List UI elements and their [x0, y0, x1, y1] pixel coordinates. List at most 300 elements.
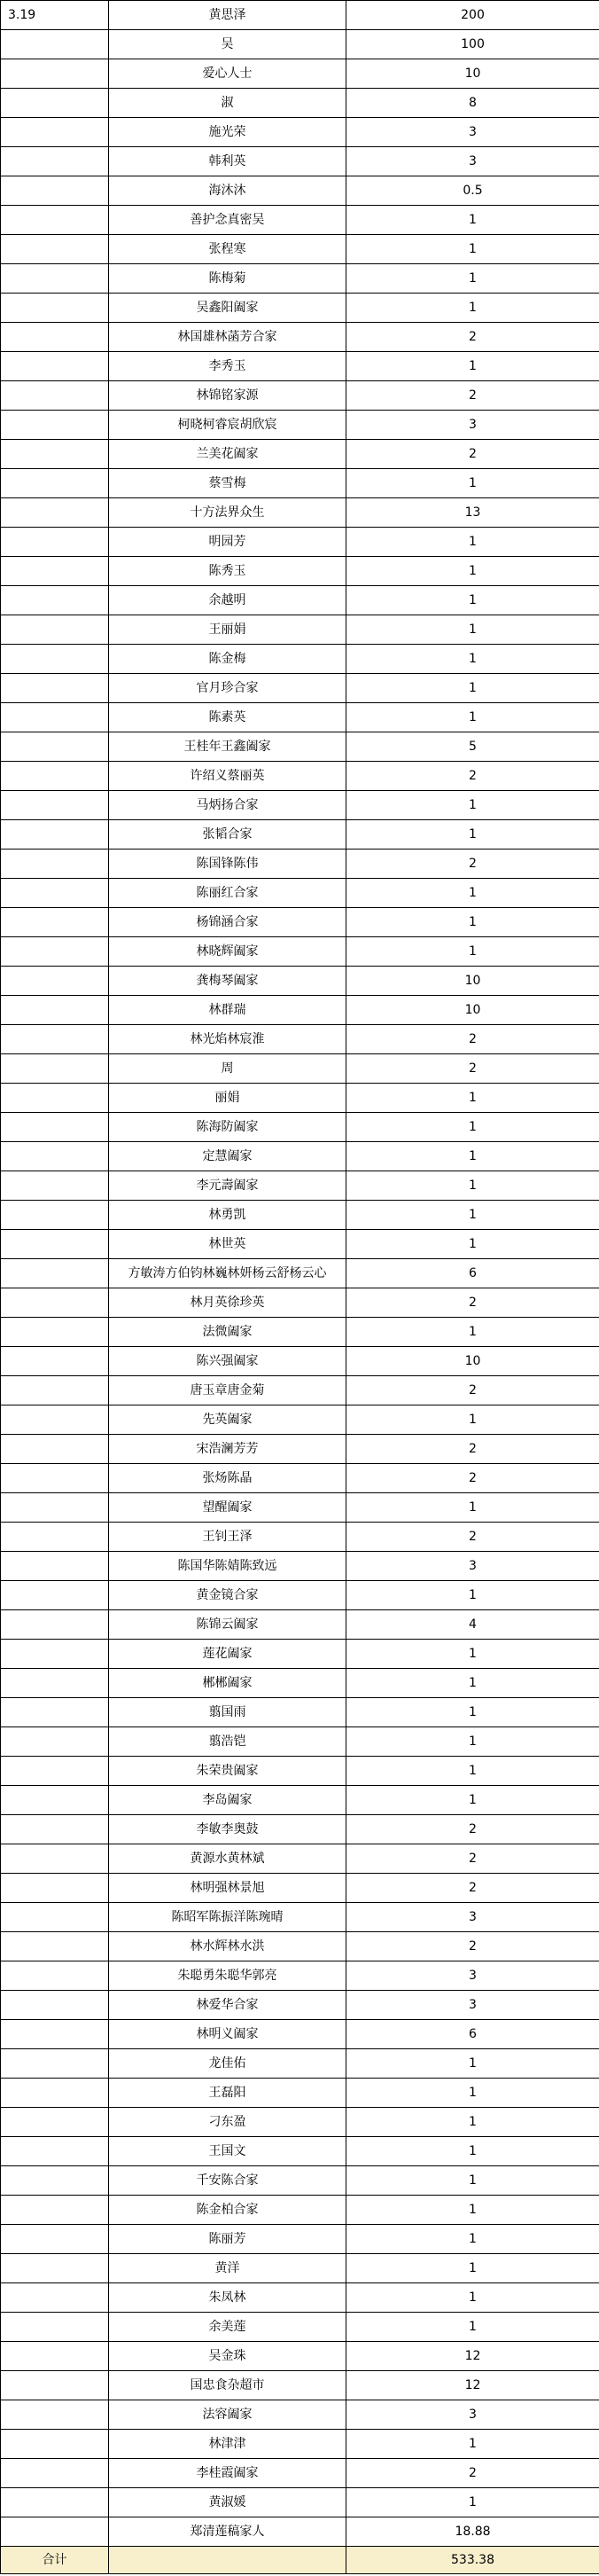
table-row	[1, 1347, 599, 1376]
donor-name-cell: 黄思泽	[109, 1, 346, 30]
date-cell	[1, 1025, 109, 1054]
date-cell	[1, 908, 109, 937]
amount-cell: 1	[346, 2196, 599, 2225]
donor-name-cell: 吴鑫阳阖家	[109, 294, 346, 323]
amount-cell: 2	[346, 850, 599, 879]
table-row	[1, 1259, 599, 1288]
amount-cell: 0.5	[346, 176, 599, 206]
donor-name-cell: 先英阖家	[109, 1405, 346, 1435]
amount-cell: 10	[346, 1347, 599, 1376]
table-row	[1, 2283, 599, 2313]
donor-name-cell: 郴郴阖家	[109, 1669, 346, 1698]
donor-name-cell: 望醒阖家	[109, 1493, 346, 1523]
date-cell	[1, 1318, 109, 1347]
table-row	[1, 703, 599, 732]
table-row	[1, 2079, 599, 2108]
donor-name-cell: 善护念真密吴	[109, 206, 346, 235]
donor-name-cell: 李岛阖家	[109, 1786, 346, 1815]
amount-cell: 1	[346, 2488, 599, 2517]
donor-name-cell: 张程寒	[109, 235, 346, 264]
table-row	[1, 996, 599, 1025]
date-cell	[1, 2166, 109, 2196]
date-cell	[1, 2137, 109, 2166]
date-cell	[1, 1786, 109, 1815]
date-cell	[1, 1903, 109, 1932]
donor-name-cell: 李桂霞阖家	[109, 2459, 346, 2488]
table-row	[1, 30, 599, 59]
donor-name-cell: 王钊王泽	[109, 1523, 346, 1552]
date-cell	[1, 2254, 109, 2283]
table-row	[1, 2488, 599, 2517]
date-cell	[1, 1932, 109, 1961]
donor-name-cell: 淑	[109, 89, 346, 118]
date-cell	[1, 1084, 109, 1113]
date-cell	[1, 1815, 109, 1844]
table-row	[1, 264, 599, 294]
amount-cell: 1	[346, 1493, 599, 1523]
amount-cell: 12	[346, 2342, 599, 2371]
date-cell	[1, 1874, 109, 1903]
table-row	[1, 2313, 599, 2342]
table-row	[1, 1757, 599, 1786]
date-cell	[1, 2430, 109, 2459]
table-row	[1, 89, 599, 118]
table-row	[1, 1786, 599, 1815]
date-cell	[1, 1464, 109, 1493]
amount-cell: 1	[346, 2079, 599, 2108]
amount-cell: 1	[346, 206, 599, 235]
donor-name-cell: 海沐沐	[109, 176, 346, 206]
amount-cell: 1	[346, 2137, 599, 2166]
table-row	[1, 2517, 599, 2547]
donor-name-cell: 王桂年王鑫阖家	[109, 732, 346, 762]
amount-cell: 1	[346, 1318, 599, 1347]
date-cell	[1, 1757, 109, 1786]
date-cell	[1, 1288, 109, 1318]
donor-name-cell: 林晓辉阖家	[109, 937, 346, 967]
donor-name-cell: 张韬合家	[109, 820, 346, 850]
amount-cell: 2	[346, 1523, 599, 1552]
table-row	[1, 820, 599, 850]
amount-cell: 18.88	[346, 2517, 599, 2547]
amount-cell: 2	[346, 323, 599, 352]
date-cell	[1, 1669, 109, 1698]
date-cell	[1, 2283, 109, 2313]
date-cell	[1, 2079, 109, 2108]
amount-cell: 1	[346, 908, 599, 937]
date-cell	[1, 1435, 109, 1464]
table-row	[1, 2342, 599, 2371]
amount-cell: 1	[346, 264, 599, 294]
table-row	[1, 235, 599, 264]
table-row	[1, 2020, 599, 2049]
date-cell	[1, 1610, 109, 1640]
date-cell	[1, 1171, 109, 1201]
amount-cell: 1	[346, 2430, 599, 2459]
amount-cell: 1	[346, 1084, 599, 1113]
amount-cell: 1	[346, 1698, 599, 1727]
amount-cell: 1	[346, 703, 599, 732]
donor-name-cell: 林明义阖家	[109, 2020, 346, 2049]
table-row	[1, 498, 599, 528]
date-cell: 3.19	[1, 1, 109, 30]
amount-cell: 1	[346, 2108, 599, 2137]
amount-cell: 2	[346, 381, 599, 411]
amount-cell: 1	[346, 586, 599, 615]
table-row	[1, 147, 599, 176]
table-row	[1, 967, 599, 996]
date-cell	[1, 1727, 109, 1757]
table-row	[1, 323, 599, 352]
donor-name-cell: 陈金柏合家	[109, 2196, 346, 2225]
date-cell	[1, 674, 109, 703]
amount-cell: 1	[346, 2049, 599, 2079]
donor-name-cell: 陈海防阖家	[109, 1113, 346, 1142]
amount-cell: 1	[346, 1113, 599, 1142]
date-cell	[1, 732, 109, 762]
date-cell	[1, 323, 109, 352]
donor-name-cell: 国忠食杂超市	[109, 2371, 346, 2400]
date-cell	[1, 937, 109, 967]
donor-name-cell: 朱荣贵阖家	[109, 1757, 346, 1786]
donor-name-cell: 蔡雪梅	[109, 469, 346, 498]
date-cell	[1, 762, 109, 791]
date-cell	[1, 235, 109, 264]
date-cell	[1, 1054, 109, 1084]
amount-cell: 1	[346, 1230, 599, 1259]
date-cell	[1, 411, 109, 440]
amount-cell: 1	[346, 1727, 599, 1757]
donor-name-cell: 龙佳佑	[109, 2049, 346, 2079]
table-row	[1, 1523, 599, 1552]
donor-name-cell: 爱心人士	[109, 59, 346, 89]
donor-name-cell: 李元壽阖家	[109, 1171, 346, 1201]
donor-name-cell: 王丽娟	[109, 615, 346, 645]
amount-cell: 1	[346, 1405, 599, 1435]
amount-cell: 1	[346, 937, 599, 967]
table-row	[1, 528, 599, 557]
date-cell	[1, 2371, 109, 2400]
table-row	[1, 381, 599, 411]
date-cell	[1, 2400, 109, 2430]
donor-name-cell: 陈兴强阖家	[109, 1347, 346, 1376]
amount-cell: 6	[346, 2020, 599, 2049]
donor-name-cell: 林勇凯	[109, 1201, 346, 1230]
table-row	[1, 674, 599, 703]
amount-cell: 2	[346, 1932, 599, 1961]
amount-cell: 1	[346, 615, 599, 645]
amount-cell: 1	[346, 294, 599, 323]
donor-name-cell: 陈梅菊	[109, 264, 346, 294]
date-cell	[1, 2108, 109, 2137]
donor-name-cell: 许绍义蔡丽英	[109, 762, 346, 791]
table-row	[1, 1640, 599, 1669]
table-row	[1, 1727, 599, 1757]
amount-cell: 2	[346, 2459, 599, 2488]
amount-cell: 3	[346, 147, 599, 176]
amount-cell: 3	[346, 2400, 599, 2430]
table-row	[1, 2459, 599, 2488]
amount-cell: 1	[346, 557, 599, 586]
donor-name-cell: 余美莲	[109, 2313, 346, 2342]
donor-name-cell: 龚梅琴阖家	[109, 967, 346, 996]
donor-name-cell: 林月英徐珍英	[109, 1288, 346, 1318]
date-cell	[1, 30, 109, 59]
amount-cell: 1	[346, 1757, 599, 1786]
date-cell	[1, 1961, 109, 1991]
amount-cell: 2	[346, 1844, 599, 1874]
table-row	[1, 1288, 599, 1318]
date-cell	[1, 1142, 109, 1171]
table-row	[1, 469, 599, 498]
amount-cell: 2	[346, 1435, 599, 1464]
date-cell	[1, 2313, 109, 2342]
donor-name-cell: 陈秀玉	[109, 557, 346, 586]
donor-name-cell: 杨锦涵合家	[109, 908, 346, 937]
date-cell	[1, 118, 109, 147]
date-cell	[1, 59, 109, 89]
table-row	[1, 2108, 599, 2137]
donor-name-cell: 刁东盈	[109, 2108, 346, 2137]
table-row	[1, 1, 599, 30]
donor-name-cell: 黄源水黄林斌	[109, 1844, 346, 1874]
amount-cell: 2	[346, 762, 599, 791]
donor-name-cell: 黄金镜合家	[109, 1581, 346, 1610]
table-row	[1, 2196, 599, 2225]
table-row	[1, 908, 599, 937]
amount-cell: 1	[346, 1171, 599, 1201]
donor-name-cell: 李敏李奥鼓	[109, 1815, 346, 1844]
date-cell	[1, 2342, 109, 2371]
date-cell	[1, 1230, 109, 1259]
date-cell	[1, 2196, 109, 2225]
donor-name-cell: 林津津	[109, 2430, 346, 2459]
date-cell	[1, 1259, 109, 1288]
table-row	[1, 1669, 599, 1698]
table-row	[1, 59, 599, 89]
date-cell	[1, 469, 109, 498]
table-row	[1, 615, 599, 645]
table-row	[1, 2166, 599, 2196]
table-row	[1, 206, 599, 235]
table-row	[1, 1318, 599, 1347]
table-row	[1, 440, 599, 469]
donor-name-cell: 兰美花阖家	[109, 440, 346, 469]
amount-cell: 1	[346, 469, 599, 498]
donor-name-cell: 陈丽红合家	[109, 879, 346, 908]
amount-cell: 3	[346, 1961, 599, 1991]
table-row	[1, 645, 599, 674]
table-row	[1, 2371, 599, 2400]
table-row	[1, 1961, 599, 1991]
amount-cell: 12	[346, 2371, 599, 2400]
amount-cell: 1	[346, 2313, 599, 2342]
total-row	[1, 2547, 599, 2574]
donor-name-cell: 官月珍合家	[109, 674, 346, 703]
date-cell	[1, 967, 109, 996]
amount-cell: 1	[346, 2225, 599, 2254]
donor-name-cell: 陈素英	[109, 703, 346, 732]
table-row	[1, 1201, 599, 1230]
amount-cell: 1	[346, 1640, 599, 1669]
table-row	[1, 1464, 599, 1493]
amount-cell: 10	[346, 996, 599, 1025]
table-row	[1, 2400, 599, 2430]
amount-cell: 3	[346, 411, 599, 440]
donor-name-cell: 林明强林景旭	[109, 1874, 346, 1903]
donor-name-cell: 定慧阖家	[109, 1142, 346, 1171]
donor-name-cell: 陈金梅	[109, 645, 346, 674]
date-cell	[1, 879, 109, 908]
date-cell	[1, 352, 109, 381]
date-cell	[1, 996, 109, 1025]
total-amount: 533.38	[346, 2547, 599, 2574]
amount-cell: 1	[346, 352, 599, 381]
date-cell	[1, 176, 109, 206]
table-row	[1, 1113, 599, 1142]
amount-cell: 1	[346, 1201, 599, 1230]
amount-cell: 2	[346, 1464, 599, 1493]
donor-name-cell: 陈国锋陈伟	[109, 850, 346, 879]
table-row	[1, 2049, 599, 2079]
donor-name-cell: 明园芳	[109, 528, 346, 557]
table-row	[1, 557, 599, 586]
table-row	[1, 411, 599, 440]
amount-cell: 1	[346, 235, 599, 264]
date-cell	[1, 820, 109, 850]
amount-cell: 1	[346, 2166, 599, 2196]
table-row	[1, 1581, 599, 1610]
date-cell	[1, 2020, 109, 2049]
donor-name-cell: 韩利英	[109, 147, 346, 176]
date-cell	[1, 1844, 109, 1874]
amount-cell: 100	[346, 30, 599, 59]
donor-name-cell: 法容阖家	[109, 2400, 346, 2430]
amount-cell: 2	[346, 440, 599, 469]
amount-cell: 3	[346, 1991, 599, 2020]
table-row	[1, 1084, 599, 1113]
table-row	[1, 1435, 599, 1464]
amount-cell: 3	[346, 118, 599, 147]
amount-cell: 1	[346, 1786, 599, 1815]
amount-cell: 3	[346, 1903, 599, 1932]
amount-cell: 1	[346, 1142, 599, 1171]
donor-name-cell: 郑清莲稿家人	[109, 2517, 346, 2547]
donor-name-cell: 王国文	[109, 2137, 346, 2166]
donor-name-cell: 千安陈合家	[109, 2166, 346, 2196]
donor-name-cell: 施光荣	[109, 118, 346, 147]
date-cell	[1, 147, 109, 176]
date-cell	[1, 557, 109, 586]
table-row	[1, 2137, 599, 2166]
date-cell	[1, 791, 109, 820]
amount-cell: 1	[346, 1581, 599, 1610]
date-cell	[1, 294, 109, 323]
ledger-body	[1, 1, 599, 2547]
amount-cell: 1	[346, 791, 599, 820]
donor-name-cell: 莲花阖家	[109, 1640, 346, 1669]
amount-cell: 3	[346, 1552, 599, 1581]
table-row	[1, 1376, 599, 1405]
date-cell	[1, 1698, 109, 1727]
table-row	[1, 1025, 599, 1054]
date-cell	[1, 89, 109, 118]
table-row	[1, 762, 599, 791]
donor-name-cell: 马炳扬合家	[109, 791, 346, 820]
donor-name-cell: 陈国华陈婧陈致远	[109, 1552, 346, 1581]
date-cell	[1, 2459, 109, 2488]
date-cell	[1, 1991, 109, 2020]
donor-name-cell: 翦浩铠	[109, 1727, 346, 1757]
donor-name-cell: 王磊阳	[109, 2079, 346, 2108]
amount-cell: 1	[346, 1669, 599, 1698]
table-row	[1, 1991, 599, 2020]
date-cell	[1, 498, 109, 528]
donor-name-cell: 法微阖家	[109, 1318, 346, 1347]
amount-cell: 1	[346, 674, 599, 703]
date-cell	[1, 703, 109, 732]
amount-cell: 5	[346, 732, 599, 762]
date-cell	[1, 528, 109, 557]
date-cell	[1, 1640, 109, 1669]
amount-cell: 2	[346, 1815, 599, 1844]
table-row	[1, 586, 599, 615]
donor-name-cell: 陈锦云阖家	[109, 1610, 346, 1640]
table-row	[1, 879, 599, 908]
date-cell	[1, 1523, 109, 1552]
table-row	[1, 1844, 599, 1874]
date-cell	[1, 2517, 109, 2547]
amount-cell: 4	[346, 1610, 599, 1640]
amount-cell: 200	[346, 1, 599, 30]
table-row	[1, 1230, 599, 1259]
total-spacer-cell	[109, 2547, 346, 2574]
date-cell	[1, 586, 109, 615]
amount-cell: 2	[346, 1874, 599, 1903]
date-cell	[1, 1552, 109, 1581]
table-row	[1, 1405, 599, 1435]
table-row	[1, 294, 599, 323]
donor-name-cell: 黄淑媛	[109, 2488, 346, 2517]
date-cell	[1, 1113, 109, 1142]
donor-name-cell: 朱凤林	[109, 2283, 346, 2313]
date-cell	[1, 2225, 109, 2254]
table-row	[1, 791, 599, 820]
amount-cell: 6	[346, 1259, 599, 1288]
table-row	[1, 1171, 599, 1201]
date-cell	[1, 381, 109, 411]
table-row	[1, 1610, 599, 1640]
table-row	[1, 1815, 599, 1844]
amount-cell: 1	[346, 820, 599, 850]
table-row	[1, 1903, 599, 1932]
amount-cell: 1	[346, 2283, 599, 2313]
date-cell	[1, 1405, 109, 1435]
donor-name-cell: 丽娟	[109, 1084, 346, 1113]
donor-name-cell: 十方法界众生	[109, 498, 346, 528]
donor-name-cell: 林群瑞	[109, 996, 346, 1025]
date-cell	[1, 2049, 109, 2079]
table-row	[1, 352, 599, 381]
amount-cell: 2	[346, 1288, 599, 1318]
amount-cell: 10	[346, 967, 599, 996]
table-row	[1, 1698, 599, 1727]
total-label: 合计	[1, 2547, 109, 2574]
donor-name-cell: 吴金珠	[109, 2342, 346, 2371]
table-row	[1, 2430, 599, 2459]
date-cell	[1, 615, 109, 645]
donor-name-cell: 陈昭军陈振洋陈琬晴	[109, 1903, 346, 1932]
